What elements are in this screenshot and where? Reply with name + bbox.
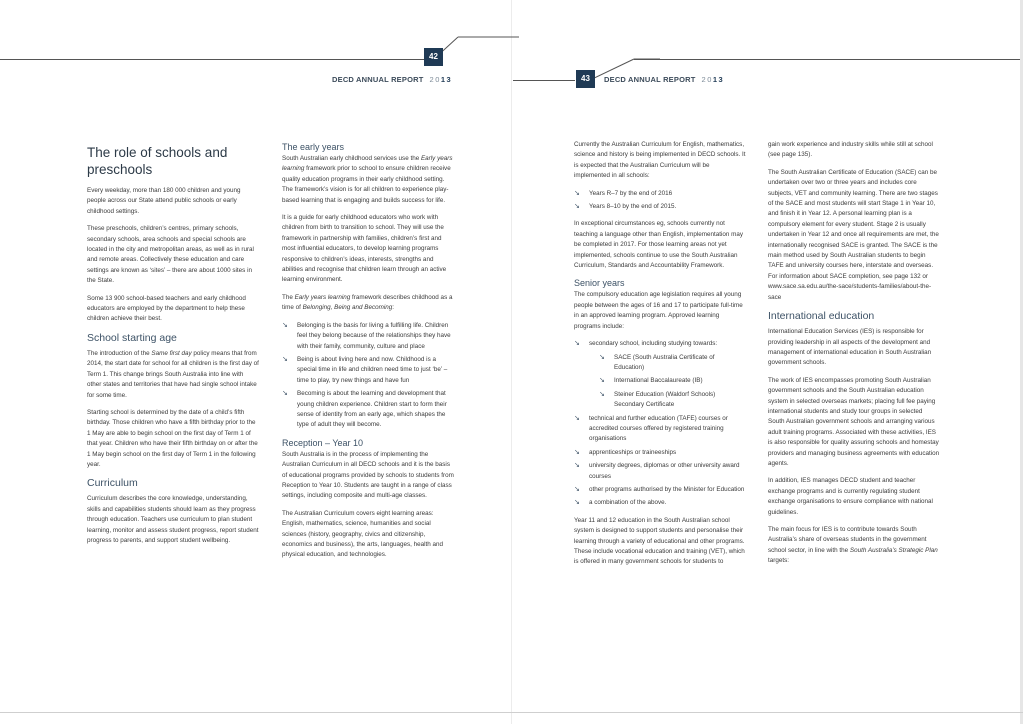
starting-age-para-1: The introduction of the Same first day policy means that from 2014, the start date for school for all children is the first day of Term 1. This change brings South Australia into line with other states and territories that have had single school intake for some time. (87, 349, 259, 399)
page-number-left: 42 (424, 48, 443, 66)
column-3 (574, 140, 746, 575)
list-item: ↘ Years 8–10 by the end of 2015. (574, 202, 746, 212)
bullet-icon: ↘ (599, 353, 605, 361)
bullet-icon: ↘ (282, 321, 288, 329)
intro-para-1: Every weekday, more than 180 000 children and young people across our State attend public schools or early childhood settings. (87, 187, 241, 215)
intro-para-2: These preschools, children’s centres, primary schools, secondary schools, area schools and special schools are located in the city and metropolitan areas, as well as in rural and remote areas. Collectively these education and care settings are known as ‘sites’ – there are about 1000 sites in the State. (87, 225, 254, 285)
bullet-icon: ↘ (574, 414, 580, 422)
list-item: ↘ other programs authorised by the Minister for Education (574, 485, 746, 495)
heading-senior-years: Senior years (574, 278, 625, 289)
bullet-icon: ↘ (574, 499, 580, 507)
report-name: DECD ANNUAL REPORT (332, 75, 424, 84)
senior-para: The compulsory education age legislation requires all young people between the ages of 16 and 17 to participate full-time in an approved learning program. Approved learning programs include: (574, 291, 743, 330)
heading-reception-year-10: Reception – Year 10 (282, 437, 364, 448)
list-item: ↘ apprenticeships or traineeships (574, 448, 746, 458)
heading-curriculum: Curriculum (87, 477, 138, 490)
early-years-para-1: South Australian early childhood services use the Early years learning framework prior to school to ensure children receive quality education programs in their early childhood setting. The framework’s vision is for all children to experience play-based learning that is engaging and builds success for life. (282, 155, 453, 204)
page-number-right: 43 (576, 70, 595, 88)
reception-para-2: The Australian Curriculum covers eight learning areas: English, mathematics, science, humanities and social sciences (history, geography, civics and citizenship, economics and business), the arts, languages, health and physical education, and technologies. (282, 509, 444, 559)
list-item: ↘ secondary school, including studying towards: ↘ SACE (South Australia Certificate of Education) ↘ International Baccalaureate (IB) ↘ Steiner Education (Waldorf Schools) Secondary Certificate (574, 339, 746, 410)
bullet-icon: ↘ (574, 203, 580, 211)
sub-list-item: ↘ SACE (South Australia Certificate of Education) (599, 353, 715, 371)
starting-age-para-2: Starting school is determined by the date of a child’s fifth birthday. Those children who have a fifth birthday prior to the 1 May are able to begin school on the first day of Term 1 of that year. Children who have their fifth birthday on or after the 1 May begin school on the first day of Term 1 in the following year. (87, 408, 258, 468)
sace-para: The South Australian Certificate of Education (SACE) can be undertaken over two or three years and includes core subjects, VET and community learning. There are two stages of the SACE and most students will start Stage 1 in Year 10, and finish it in Year 12. A personal learning plan is a compulsory element for every student. Stage 2 is usually undertaken in Year 12 and once all requirements are met, the internationally recognised SACE is granted. The SACE is the main method used by South Australian students to begin TAFE and university courses here, interstate and overseas. For information about SACE completion, see page 132 or www.sace.sa.edu.au/the-sace/students-families/about-the-sace (768, 168, 939, 301)
bullet-icon: ↘ (574, 189, 580, 197)
bullet-icon: ↘ (282, 390, 288, 398)
page-gutter (511, 0, 512, 724)
section-title: The role of schools and preschools (87, 145, 228, 177)
ies-para-4: The main focus for IES is to contribute towards South Australia’s share of overseas students in the government school sector, in line with the South Australia’s Strategic Plan targets: (768, 526, 938, 565)
early-years-para-2: It is a guide for early childhood educators who work with children from birth to transition to school. They will use the framework in partnership with families, children’s first and most influential educators, to develop learning programs responsive to children’s ideas, interests, strengths and abilities and recognise that children learn through an active learning environment. (282, 214, 447, 284)
column-4 (768, 140, 940, 574)
header-rule-left (0, 59, 424, 60)
running-header-right (604, 75, 724, 84)
list-item: ↘ university degrees, diplomas or other university award courses (574, 462, 740, 480)
sub-list-item: ↘ International Baccalaureate (IB) (599, 376, 746, 386)
report-year: 2013 (429, 75, 453, 84)
intro-para-3: Some 13 900 school-based teachers and early childhood educators are employed by the department to help these children achieve their best. (87, 294, 246, 323)
bullet-icon: ↘ (574, 448, 580, 456)
bottom-divider (0, 712, 1023, 713)
column-2 (282, 140, 454, 568)
bullet-icon: ↘ (599, 377, 605, 385)
reception-para-1: South Australia is in the process of implementing the Australian Curriculum in all DECD schools and it is the basis of educational programs provided by schools to students from Reception to Year 10. Students are taught in a range of class settings, including composite and multi-age classes. (282, 450, 454, 500)
sub-list-item: ↘ Steiner Education (Waldorf Schools) Secondary Certificate (599, 390, 716, 409)
list-item: ↘ technical and further education (TAFE) courses or accredited courses offered by registered training organisations (574, 414, 728, 443)
ies-para-2: The work of IES encompasses promoting South Australian government schools and the South Australian education system in selected overseas markets; placing full fee paying international students and study tour groups in selected South Australian government schools and arranging various adult training programs. Associated with these activities, IES is also responsible for quality assuring schools and homestay providers and managing business agreements with education agents. (768, 376, 940, 467)
ies-para-1: International Education Services (IES) is responsible for providing leadership in all aspects of the development and management of international education in South Australian government schools. (768, 328, 932, 367)
list-item: ↘ a combination of the above. (574, 498, 746, 508)
list-item: ↘ Years R–7 by the end of 2016 (574, 189, 746, 199)
list-item: ↘ Being is about living here and now. Childhood is a special time in life and children need time to just ‘be’ – time to play, try new things and have fun (282, 355, 448, 384)
curriculum-para: Curriculum describes the core knowledge, understanding, skills and capabilities students should learn as they progress through education. Teachers use curriculum to plan student learning, monitor and assess student progress, report student progress to parents, and support student wellbeing. (87, 495, 259, 544)
header-rule-right-left (513, 80, 575, 81)
bullet-icon: ↘ (574, 485, 580, 493)
work-experience-para: gain work experience and industry skills while still at school (see page 135). (768, 141, 933, 159)
programs-list (574, 339, 746, 509)
year-11-12-para: Year 11 and 12 education in the South Australian school system is designed to support students and personalise their learning through a variety of educational and other programs. These include vocational education and training (VET), which is offered in many government schools for students to (574, 516, 745, 566)
list-item: ↘ Belonging is the basis for living a fulfilling life. Children feel they belong because of the relationships they have with their family, community, culture and place (282, 321, 451, 350)
curriculum-status-para: Currently the Australian Curriculum for English, mathematics, science and history is being implemented in DECD schools. It is expected that the Australian Curriculum will be implemented in all schools: (574, 141, 746, 180)
sub-list (599, 353, 746, 411)
ies-para-3: In addition, IES manages DECD student and teacher exchange programs and is currently regulating student exchange organisations to ensure compliance with national guidelines. (768, 477, 933, 516)
heading-school-starting-age: School starting age (87, 331, 177, 344)
heading-international-education: International education (768, 310, 875, 323)
bullet-icon: ↘ (599, 390, 605, 398)
running-header-left (332, 75, 452, 84)
bullet-icon: ↘ (282, 355, 288, 363)
early-years-list (282, 321, 454, 431)
heading-early-years: The early years (282, 142, 345, 152)
report-year: 2013 (701, 75, 725, 84)
list-item: ↘ Becoming is about the learning and development that young children experience. Children start to form their sense of identity from an early age, which shapes the type of adult they will become. (282, 390, 447, 429)
report-name: DECD ANNUAL REPORT (604, 75, 696, 84)
column-1 (87, 140, 259, 553)
bullet-icon: ↘ (574, 462, 580, 470)
early-years-para-3: The Early years learning framework describes childhood as a time of Belonging, Being and Becoming: (282, 293, 453, 312)
header-rule-right (634, 59, 1020, 60)
bullet-icon: ↘ (574, 340, 580, 348)
exceptional-para: In exceptional circumstances eg, schools currently not teaching a language other than English, implementation may be completed in 2017. For those learning areas not yet implemented, schools continue to use the South Australian Curriculum, Standards and Accountability Framework. (574, 220, 744, 270)
implementation-list (574, 189, 746, 213)
